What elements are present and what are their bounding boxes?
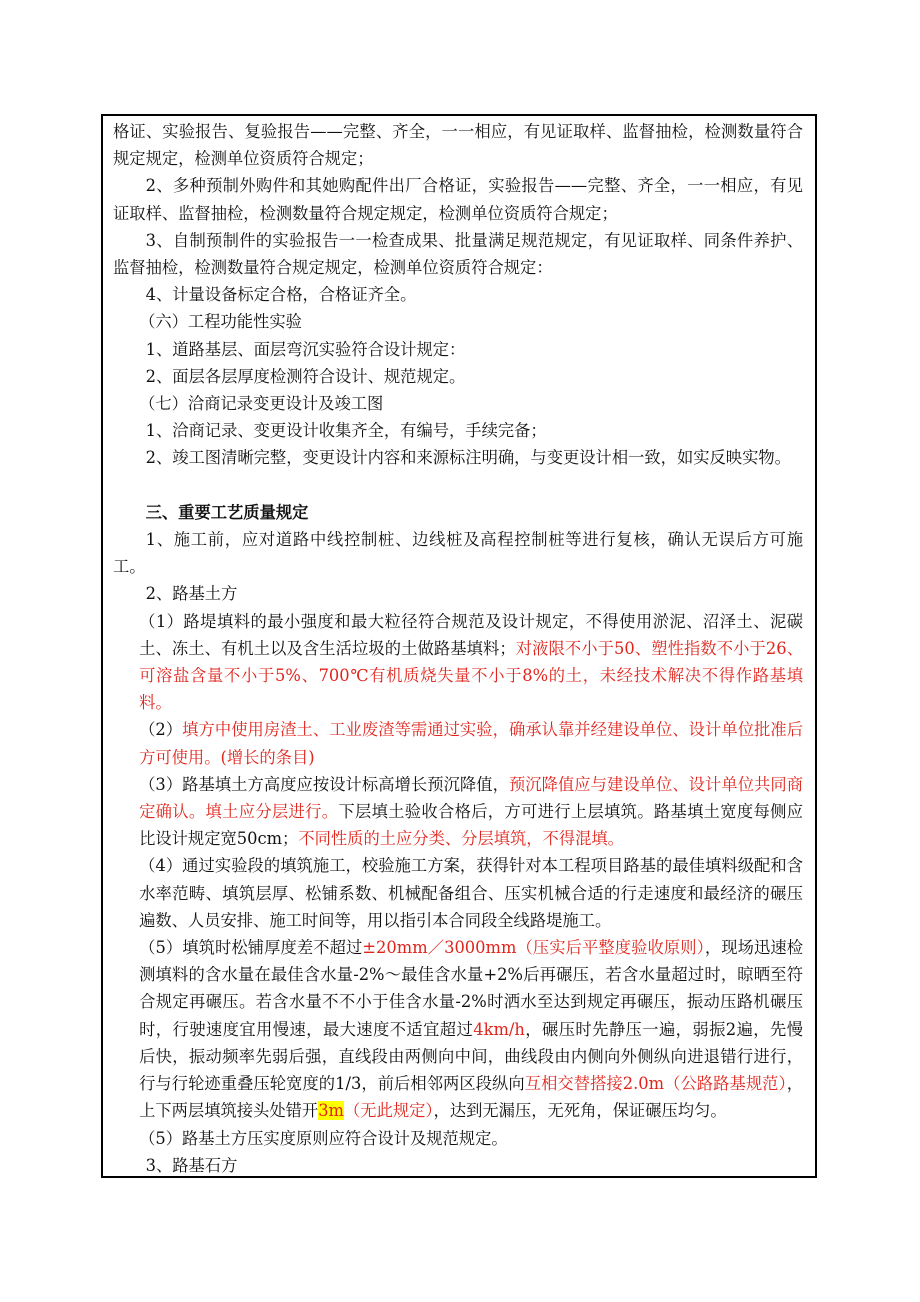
rule-3 <box>113 771 803 853</box>
rule-1-text: （1）路堤填料的最小强度和最大粒径符合规范及设计规定，不得使用淤泥、沼泽土、泥碳土、冻土、有机土以及含生活垃圾的土做路基填料； <box>139 611 803 658</box>
rule-4: （4）通过实验段的填筑施工，校验施工方案，获得针对本工程项目路基的最佳填料级配和含水率范畴、填筑层厚、松铺系数、机械配备组合、压实机械合适的行走速度和最经济的碾压遍数、人员安排、施工时间等，用以指引本合同段全线路堤施工。 <box>139 856 803 930</box>
rule-5-text-e: ，达到无漏压，无死角，保证碾压均匀。 <box>433 1101 727 1121</box>
rule-3-text-b: 下层填土验收合格后，方可进行上层填筑。路基填土宽度每侧应比设计规定宽50cm； <box>139 802 803 849</box>
heading-seven: （七）洽商记录变更设计及竣工图 <box>139 394 384 414</box>
paragraph-1: 格证、实验报告、复验报告——完整、齐全，一一相应，有见证取样、监督抽检，检测数量符合规定规定，检测单位资质符合规定； <box>113 122 803 169</box>
rule-3-text-a: （3）路基填土方高度应按设计标高增长预沉降值， <box>139 774 509 794</box>
rule-1 <box>113 608 803 717</box>
rule-5-text-b: ，现场迅速检测填料的含水量在最佳含水量-2%～最佳含水量+2%后再碾压，若含水量超过时，晾晒至符合规定再碾压。若含水量不不小于佳含水量-2%时洒水至达到规定再碾压，振动压路机碾压时，行驶速度宜用慢速，最大速度不适宜超过 <box>139 938 803 1039</box>
rule-5 <box>113 934 803 1124</box>
rule-2-number: （2） <box>139 720 183 740</box>
paragraph-11: 3、路基石方 <box>145 1155 238 1175</box>
rule-1-red-text: 对液限不小于50、塑性指数不小于26、可溶盐含量不小于5%、700℃有机质烧失量不小于8%的土，未经技术解决不得作路基填料。 <box>139 638 803 713</box>
paragraph-9: 1、施工前，应对道路中线控制桩、边线桩及高程控制桩等进行复核，确认无误后方可施工。 <box>113 530 803 577</box>
rule-5-highlight-3m: 3m <box>318 1101 344 1121</box>
rule-6: （5）路基土方压实度原则应符合设计及规范规定。 <box>139 1128 508 1148</box>
rule-3-red-text-b: 不同性质的土应分类、分层填筑，不得混填。 <box>298 829 624 849</box>
paragraph-4: 4、计量设备标定合格，合格证齐全。 <box>145 285 417 305</box>
blank-line <box>113 472 803 499</box>
heading-six: （六）工程功能性实验 <box>139 312 302 332</box>
paragraph-7: 1、洽商记录、变更设计收集齐全，有编号，手续完备； <box>145 421 547 441</box>
rule-3-red-text-a: 预沉降值应与建设单位、设计单位共同商定确认。填土应分层进行。 <box>139 774 803 822</box>
rule-2-red-text: 填方中使用房渣土、工业废渣等需通过实验，确承认靠并经建设单位、设计单位批准后方可使用。(增长的条目) <box>139 720 803 767</box>
rule-5-text-c: ，碾压时先静压一遍，弱振2遍，先慢后快，振动频率先弱后强，直线段由两侧向中间，曲线段由内侧向外侧纵向进退错行进行，行与行轮迹重叠压轮宽度的1/3，前后相邻两区段纵向 <box>139 1019 803 1094</box>
rule-2 <box>113 716 803 770</box>
paragraph-2: 2、多种预制外购件和其她购配件出厂合格证，实验报告——完整、齐全，一一相应，有见证取样、监督抽检，检测数量符合规定规定，检测单位资质符合规定； <box>113 176 803 223</box>
rule-5-text-d: ，上下两层填筑接头处错开 <box>139 1074 803 1121</box>
rule-5-text-a: （5）填筑时松铺厚度差不超过 <box>139 938 363 958</box>
rule-5-red-note: （无此规定） <box>344 1101 434 1121</box>
rule-5-red-tolerance: ±20mm／3000mm（压实后平整度验收原则） <box>362 938 705 958</box>
paragraph-10: 2、路基土方 <box>145 584 238 604</box>
rule-5-red-overlap: 互相交替搭接2.0m（公路路基规范） <box>524 1074 787 1094</box>
paragraph-3: 3、自制预制件的实验报告一一检查成果、批量满足规范规定，有见证取样、同条件养护、监督抽检，检测数量符合规定规定，检测单位资质符合规定： <box>113 230 803 278</box>
section-three-heading: 三、重要工艺质量规定 <box>145 502 309 522</box>
paragraph-5: 1、道路基层、面层弯沉实验符合设计规定： <box>145 339 466 359</box>
rule-5-red-speed: 4km/h <box>473 1019 525 1039</box>
paragraph-6: 2、面层各层厚度检测符合设计、规范规定。 <box>145 366 466 386</box>
paragraph-8: 2、竣工图清晰完整，变更设计内容和来源标注明确，与变更设计相一致，如实反映实物。 <box>145 448 791 468</box>
document-body <box>113 118 803 1179</box>
document-table-frame <box>101 114 817 1178</box>
